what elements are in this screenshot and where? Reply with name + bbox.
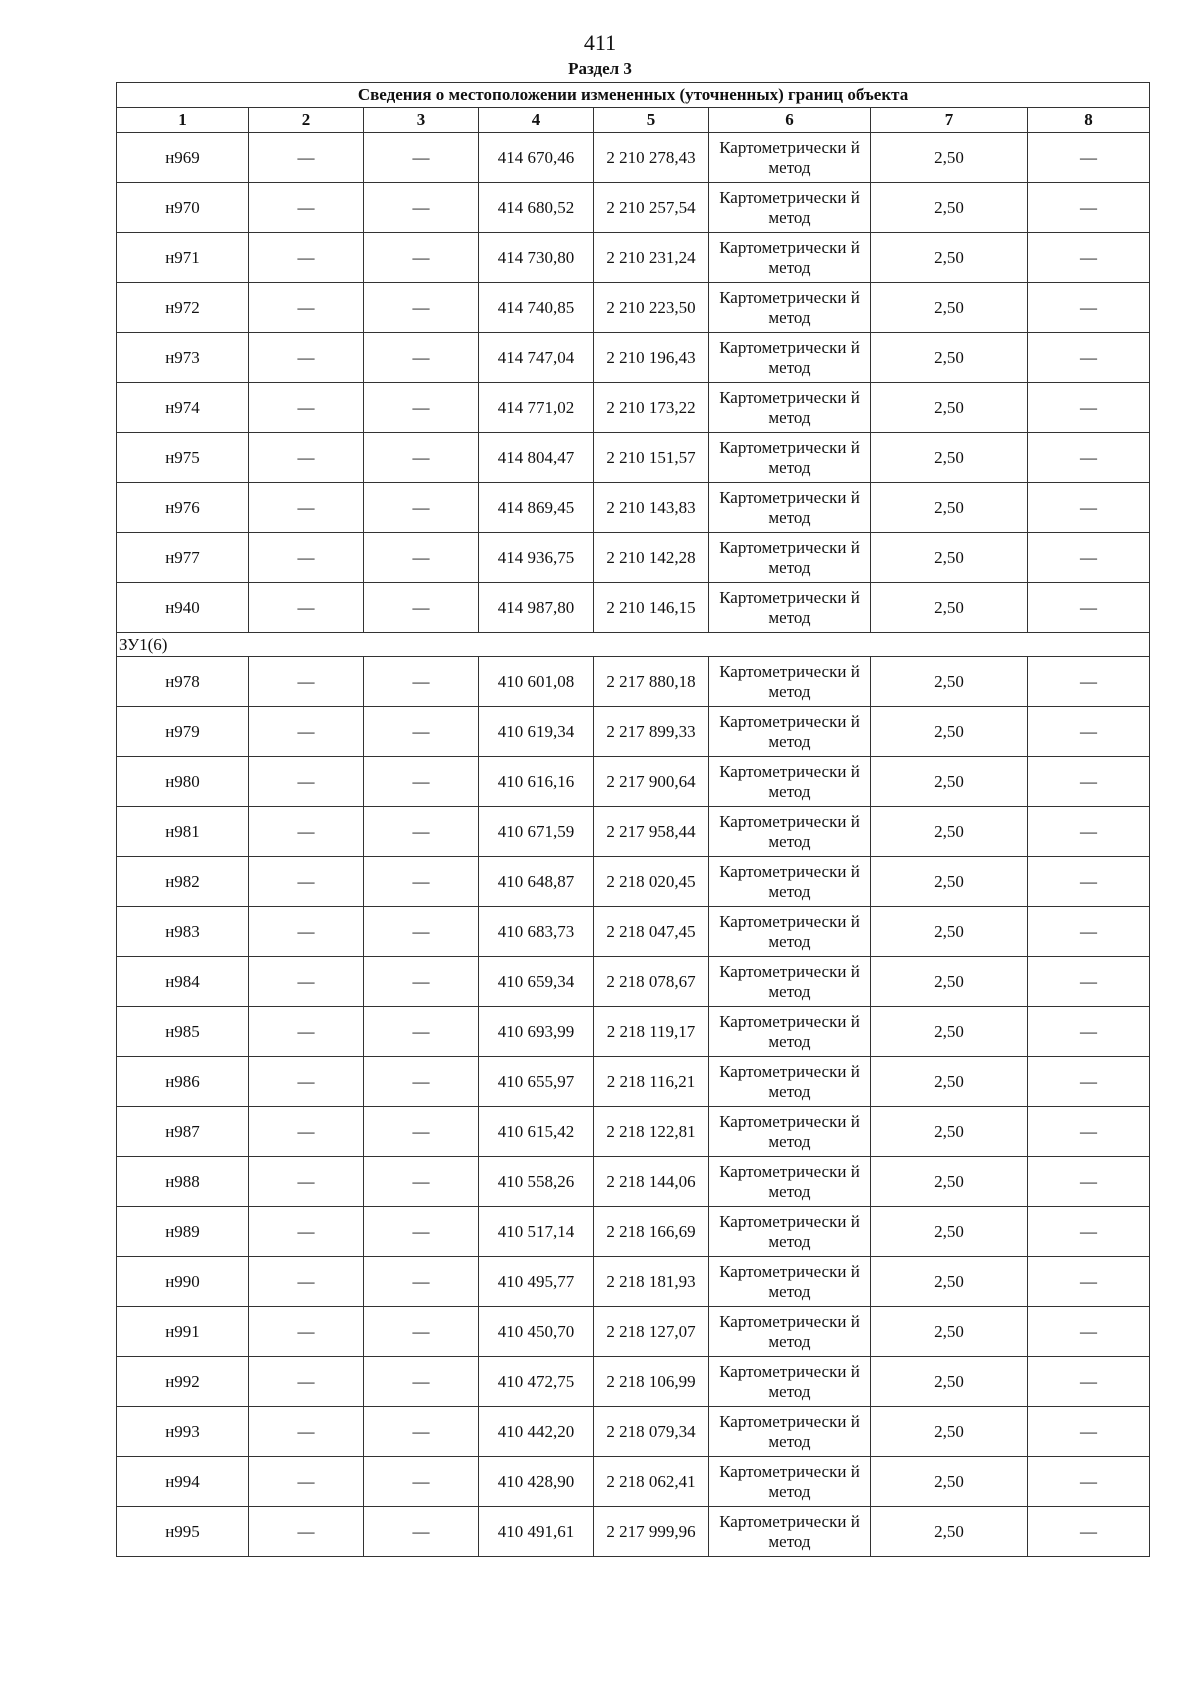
col-2-value: — <box>249 1157 364 1207</box>
col-3-value: — <box>364 333 479 383</box>
col-3-value: — <box>364 1357 479 1407</box>
col-3-value: — <box>364 1507 479 1557</box>
column-number-1: 1 <box>117 108 249 133</box>
accuracy: 2,50 <box>871 383 1028 433</box>
method: Картометрически й метод <box>709 183 871 233</box>
col-3-value: — <box>364 483 479 533</box>
col-8-value: — <box>1028 1107 1150 1157</box>
y-coordinate: 2 210 142,28 <box>594 533 709 583</box>
table-row <box>117 533 1150 583</box>
col-3-value: — <box>364 1257 479 1307</box>
col-8-value: — <box>1028 1457 1150 1507</box>
accuracy: 2,50 <box>871 1357 1028 1407</box>
x-coordinate: 410 491,61 <box>479 1507 594 1557</box>
method: Картометрически й метод <box>709 283 871 333</box>
point-name: н990 <box>117 1257 249 1307</box>
method: Картометрически й метод <box>709 1057 871 1107</box>
y-coordinate: 2 210 231,24 <box>594 233 709 283</box>
accuracy: 2,50 <box>871 907 1028 957</box>
accuracy: 2,50 <box>871 1257 1028 1307</box>
y-coordinate: 2 210 196,43 <box>594 333 709 383</box>
point-name: н973 <box>117 333 249 383</box>
table-row <box>117 857 1150 907</box>
method: Картометрически й метод <box>709 383 871 433</box>
col-2-value: — <box>249 1107 364 1157</box>
point-name: н982 <box>117 857 249 907</box>
method: Картометрически й метод <box>709 907 871 957</box>
col-8-value: — <box>1028 183 1150 233</box>
table-row <box>117 383 1150 433</box>
accuracy: 2,50 <box>871 1107 1028 1157</box>
col-2-value: — <box>249 1357 364 1407</box>
y-coordinate: 2 218 127,07 <box>594 1307 709 1357</box>
col-2-value: — <box>249 757 364 807</box>
method: Картометрически й метод <box>709 533 871 583</box>
x-coordinate: 414 936,75 <box>479 533 594 583</box>
table-row <box>117 1307 1150 1357</box>
accuracy: 2,50 <box>871 183 1028 233</box>
accuracy: 2,50 <box>871 857 1028 907</box>
table-row <box>117 1107 1150 1157</box>
x-coordinate: 410 616,16 <box>479 757 594 807</box>
accuracy: 2,50 <box>871 1307 1028 1357</box>
column-number-6: 6 <box>709 108 871 133</box>
x-coordinate: 410 472,75 <box>479 1357 594 1407</box>
col-8-value: — <box>1028 757 1150 807</box>
x-coordinate: 410 558,26 <box>479 1157 594 1207</box>
y-coordinate: 2 218 062,41 <box>594 1457 709 1507</box>
column-number-5: 5 <box>594 108 709 133</box>
col-3-value: — <box>364 1107 479 1157</box>
table-row <box>117 1407 1150 1457</box>
accuracy: 2,50 <box>871 1407 1028 1457</box>
accuracy: 2,50 <box>871 483 1028 533</box>
col-3-value: — <box>364 657 479 707</box>
col-2-value: — <box>249 183 364 233</box>
y-coordinate: 2 210 223,50 <box>594 283 709 333</box>
col-8-value: — <box>1028 1007 1150 1057</box>
x-coordinate: 414 680,52 <box>479 183 594 233</box>
col-3-value: — <box>364 1457 479 1507</box>
col-8-value: — <box>1028 1507 1150 1557</box>
col-8-value: — <box>1028 333 1150 383</box>
x-coordinate: 414 747,04 <box>479 333 594 383</box>
table-row <box>117 483 1150 533</box>
y-coordinate: 2 218 020,45 <box>594 857 709 907</box>
y-coordinate: 2 218 122,81 <box>594 1107 709 1157</box>
col-3-value: — <box>364 857 479 907</box>
x-coordinate: 410 648,87 <box>479 857 594 907</box>
col-2-value: — <box>249 1507 364 1557</box>
method: Картометрически й метод <box>709 333 871 383</box>
method: Картометрически й метод <box>709 1157 871 1207</box>
point-name: н983 <box>117 907 249 957</box>
col-8-value: — <box>1028 1407 1150 1457</box>
col-8-value: — <box>1028 907 1150 957</box>
x-coordinate: 414 771,02 <box>479 383 594 433</box>
method: Картометрически й метод <box>709 1207 871 1257</box>
col-8-value: — <box>1028 233 1150 283</box>
col-8-value: — <box>1028 1357 1150 1407</box>
table-row <box>117 233 1150 283</box>
col-3-value: — <box>364 1057 479 1107</box>
point-name: н975 <box>117 433 249 483</box>
col-2-value: — <box>249 1007 364 1057</box>
col-2-value: — <box>249 1307 364 1357</box>
col-8-value: — <box>1028 483 1150 533</box>
x-coordinate: 410 693,99 <box>479 1007 594 1057</box>
col-8-value: — <box>1028 383 1150 433</box>
column-number-row <box>117 108 1150 133</box>
table-row <box>117 1507 1150 1557</box>
column-number-3: 3 <box>364 108 479 133</box>
accuracy: 2,50 <box>871 957 1028 1007</box>
y-coordinate: 2 218 119,17 <box>594 1007 709 1057</box>
col-2-value: — <box>249 657 364 707</box>
col-8-value: — <box>1028 1157 1150 1207</box>
col-2-value: — <box>249 483 364 533</box>
accuracy: 2,50 <box>871 1157 1028 1207</box>
y-coordinate: 2 218 144,06 <box>594 1157 709 1207</box>
col-8-value: — <box>1028 1257 1150 1307</box>
method: Картометрически й метод <box>709 1357 871 1407</box>
col-2-value: — <box>249 1457 364 1507</box>
table-row <box>117 707 1150 757</box>
col-2-value: — <box>249 907 364 957</box>
point-name: н976 <box>117 483 249 533</box>
y-coordinate: 2 218 116,21 <box>594 1057 709 1107</box>
y-coordinate: 2 210 146,15 <box>594 583 709 633</box>
col-8-value: — <box>1028 583 1150 633</box>
accuracy: 2,50 <box>871 657 1028 707</box>
col-2-value: — <box>249 433 364 483</box>
accuracy: 2,50 <box>871 1007 1028 1057</box>
table-row <box>117 907 1150 957</box>
x-coordinate: 410 615,42 <box>479 1107 594 1157</box>
table-row <box>117 133 1150 183</box>
x-coordinate: 410 428,90 <box>479 1457 594 1507</box>
col-2-value: — <box>249 1257 364 1307</box>
table-row <box>117 283 1150 333</box>
y-coordinate: 2 218 078,67 <box>594 957 709 1007</box>
y-coordinate: 2 217 999,96 <box>594 1507 709 1557</box>
point-name: н980 <box>117 757 249 807</box>
col-3-value: — <box>364 1007 479 1057</box>
point-name: н994 <box>117 1457 249 1507</box>
x-coordinate: 410 683,73 <box>479 907 594 957</box>
method: Картометрически й метод <box>709 133 871 183</box>
method: Картометрически й метод <box>709 1107 871 1157</box>
col-3-value: — <box>364 707 479 757</box>
point-name: н986 <box>117 1057 249 1107</box>
point-name: н987 <box>117 1107 249 1157</box>
col-3-value: — <box>364 757 479 807</box>
col-2-value: — <box>249 1057 364 1107</box>
table-row <box>117 1007 1150 1057</box>
table-row <box>117 1207 1150 1257</box>
y-coordinate: 2 210 278,43 <box>594 133 709 183</box>
method: Картометрически й метод <box>709 583 871 633</box>
y-coordinate: 2 217 958,44 <box>594 807 709 857</box>
method: Картометрически й метод <box>709 433 871 483</box>
column-number-8: 8 <box>1028 108 1150 133</box>
point-name: н993 <box>117 1407 249 1457</box>
method: Картометрически й метод <box>709 857 871 907</box>
method: Картометрически й метод <box>709 657 871 707</box>
x-coordinate: 410 671,59 <box>479 807 594 857</box>
col-2-value: — <box>249 233 364 283</box>
point-name: н989 <box>117 1207 249 1257</box>
x-coordinate: 410 442,20 <box>479 1407 594 1457</box>
col-8-value: — <box>1028 807 1150 857</box>
point-name: н988 <box>117 1157 249 1207</box>
y-coordinate: 2 217 899,33 <box>594 707 709 757</box>
point-name: н974 <box>117 383 249 433</box>
method: Картометрически й метод <box>709 1307 871 1357</box>
accuracy: 2,50 <box>871 583 1028 633</box>
col-2-value: — <box>249 1207 364 1257</box>
col-2-value: — <box>249 283 364 333</box>
column-number-2: 2 <box>249 108 364 133</box>
x-coordinate: 410 601,08 <box>479 657 594 707</box>
accuracy: 2,50 <box>871 1057 1028 1107</box>
accuracy: 2,50 <box>871 233 1028 283</box>
accuracy: 2,50 <box>871 333 1028 383</box>
x-coordinate: 410 517,14 <box>479 1207 594 1257</box>
method: Картометрически й метод <box>709 1407 871 1457</box>
point-name: н970 <box>117 183 249 233</box>
y-coordinate: 2 210 151,57 <box>594 433 709 483</box>
col-2-value: — <box>249 333 364 383</box>
col-2-value: — <box>249 857 364 907</box>
y-coordinate: 2 217 880,18 <box>594 657 709 707</box>
x-coordinate: 410 495,77 <box>479 1257 594 1307</box>
column-number-7: 7 <box>871 108 1028 133</box>
accuracy: 2,50 <box>871 1457 1028 1507</box>
accuracy: 2,50 <box>871 707 1028 757</box>
table-row <box>117 1357 1150 1407</box>
col-8-value: — <box>1028 283 1150 333</box>
point-name: н995 <box>117 1507 249 1557</box>
method: Картометрически й метод <box>709 707 871 757</box>
point-name: н984 <box>117 957 249 1007</box>
table-row <box>117 657 1150 707</box>
table-row <box>117 757 1150 807</box>
col-3-value: — <box>364 133 479 183</box>
col-3-value: — <box>364 907 479 957</box>
point-name: н977 <box>117 533 249 583</box>
coordinates-table <box>116 82 1150 1557</box>
table-row <box>117 333 1150 383</box>
y-coordinate: 2 218 181,93 <box>594 1257 709 1307</box>
col-3-value: — <box>364 957 479 1007</box>
col-3-value: — <box>364 583 479 633</box>
method: Картометрически й метод <box>709 1257 871 1307</box>
accuracy: 2,50 <box>871 757 1028 807</box>
col-8-value: — <box>1028 433 1150 483</box>
point-name: н992 <box>117 1357 249 1407</box>
method: Картометрически й метод <box>709 483 871 533</box>
accuracy: 2,50 <box>871 807 1028 857</box>
col-3-value: — <box>364 1407 479 1457</box>
x-coordinate: 414 869,45 <box>479 483 594 533</box>
x-coordinate: 414 730,80 <box>479 233 594 283</box>
table-row <box>117 1057 1150 1107</box>
col-8-value: — <box>1028 1307 1150 1357</box>
x-coordinate: 414 670,46 <box>479 133 594 183</box>
col-3-value: — <box>364 183 479 233</box>
col-3-value: — <box>364 1307 479 1357</box>
table-row <box>117 433 1150 483</box>
y-coordinate: 2 210 173,22 <box>594 383 709 433</box>
col-3-value: — <box>364 383 479 433</box>
point-name: н979 <box>117 707 249 757</box>
point-name: н978 <box>117 657 249 707</box>
col-3-value: — <box>364 233 479 283</box>
y-coordinate: 2 218 047,45 <box>594 907 709 957</box>
accuracy: 2,50 <box>871 1507 1028 1557</box>
point-name: н971 <box>117 233 249 283</box>
col-3-value: — <box>364 807 479 857</box>
col-3-value: — <box>364 433 479 483</box>
point-name: н981 <box>117 807 249 857</box>
point-name: н972 <box>117 283 249 333</box>
x-coordinate: 410 655,97 <box>479 1057 594 1107</box>
col-2-value: — <box>249 957 364 1007</box>
method: Картометрически й метод <box>709 757 871 807</box>
table-row <box>117 957 1150 1007</box>
point-name: н991 <box>117 1307 249 1357</box>
method: Картометрически й метод <box>709 807 871 857</box>
x-coordinate: 410 619,34 <box>479 707 594 757</box>
method: Картометрически й метод <box>709 1507 871 1557</box>
y-coordinate: 2 210 257,54 <box>594 183 709 233</box>
table-row <box>117 183 1150 233</box>
col-8-value: — <box>1028 1207 1150 1257</box>
x-coordinate: 410 659,34 <box>479 957 594 1007</box>
table-row <box>117 583 1150 633</box>
col-8-value: — <box>1028 657 1150 707</box>
method: Картометрически й метод <box>709 1007 871 1057</box>
col-8-value: — <box>1028 957 1150 1007</box>
x-coordinate: 414 740,85 <box>479 283 594 333</box>
col-3-value: — <box>364 283 479 333</box>
col-2-value: — <box>249 807 364 857</box>
table-caption-row <box>117 83 1150 108</box>
x-coordinate: 414 987,80 <box>479 583 594 633</box>
col-2-value: — <box>249 583 364 633</box>
x-coordinate: 410 450,70 <box>479 1307 594 1357</box>
col-2-value: — <box>249 383 364 433</box>
y-coordinate: 2 218 106,99 <box>594 1357 709 1407</box>
table-row <box>117 1257 1150 1307</box>
table-row <box>117 807 1150 857</box>
y-coordinate: 2 218 166,69 <box>594 1207 709 1257</box>
method: Картометрически й метод <box>709 957 871 1007</box>
column-number-4: 4 <box>479 108 594 133</box>
page-number: 411 <box>583 30 617 55</box>
col-3-value: — <box>364 1157 479 1207</box>
table-row <box>117 1157 1150 1207</box>
col-2-value: — <box>249 133 364 183</box>
accuracy: 2,50 <box>871 533 1028 583</box>
group-label: ЗУ1(6) <box>117 633 1150 657</box>
col-2-value: — <box>249 707 364 757</box>
accuracy: 2,50 <box>871 433 1028 483</box>
col-2-value: — <box>249 533 364 583</box>
accuracy: 2,50 <box>871 1207 1028 1257</box>
col-8-value: — <box>1028 707 1150 757</box>
table-caption: Сведения о местоположении измененных (уточненных) границ объекта <box>117 83 1150 108</box>
accuracy: 2,50 <box>871 133 1028 183</box>
method: Картометрически й метод <box>709 1457 871 1507</box>
col-2-value: — <box>249 1407 364 1457</box>
method: Картометрически й метод <box>709 233 871 283</box>
point-name: н969 <box>117 133 249 183</box>
col-3-value: — <box>364 1207 479 1257</box>
x-coordinate: 414 804,47 <box>479 433 594 483</box>
col-3-value: — <box>364 533 479 583</box>
point-name: н985 <box>117 1007 249 1057</box>
accuracy: 2,50 <box>871 283 1028 333</box>
section-title: Раздел 3 <box>568 59 632 78</box>
group-header-row <box>117 633 1150 657</box>
point-name: н940 <box>117 583 249 633</box>
table-body <box>117 133 1150 1557</box>
table-row <box>117 1457 1150 1507</box>
y-coordinate: 2 217 900,64 <box>594 757 709 807</box>
col-8-value: — <box>1028 133 1150 183</box>
y-coordinate: 2 218 079,34 <box>594 1407 709 1457</box>
y-coordinate: 2 210 143,83 <box>594 483 709 533</box>
col-8-value: — <box>1028 857 1150 907</box>
col-8-value: — <box>1028 1057 1150 1107</box>
col-8-value: — <box>1028 533 1150 583</box>
